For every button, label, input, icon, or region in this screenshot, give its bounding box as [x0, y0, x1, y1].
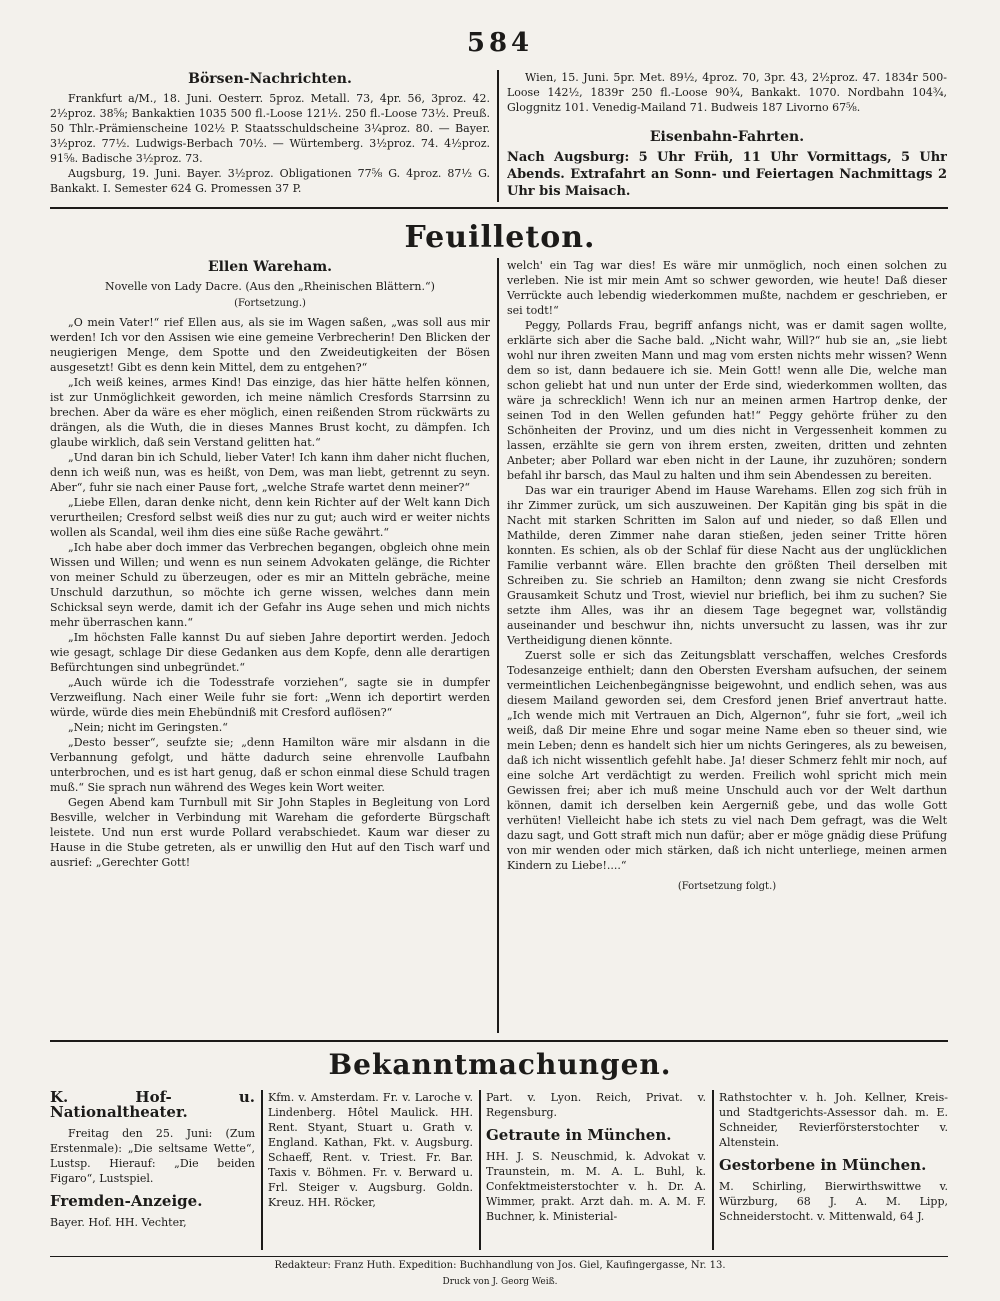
left-paragraph: „Auch würde ich die Todesstrafe vorziehen“, sagte sie in dumpfer Verzweiflung. Nach einer Weile fuhr sie fort: „Wenn ich deportirt werden würde, würde dies mein Ehebündniß mit Cresford auflösen?“: [50, 676, 490, 719]
eisenbahn-text: Nach Augsburg: 5 Uhr Früh, 11 Uhr Vormittags, 5 Uhr Abends. Extrafahrt an Sonn- und Feiertagen Nachmittags 2 Uhr bis Maisach.: [507, 150, 947, 199]
feuilleton-title: Feuilleton.: [404, 220, 596, 255]
left-paragraph: „Im höchsten Falle kannst Du auf sieben Jahre deportirt werden. Jedoch wie gesagt, schlage Dir diese Gedanken aus dem Kopfe, denn alle derartigen Befürchtungen sind unbegründet.“: [50, 631, 490, 674]
theater-text: Freitag den 25. Juni: (Zum Erstenmale): „Die seltsame Wette“, Lustsp. Hierauf: „Die beiden Figaro“, Lustspiel.: [50, 1127, 255, 1185]
gestorbene-text: M. Schirling, Bierwirthswittwe v. Würzburg, 68 J. A. M. Lipp, Schneiderstocht. v. Mittenwald, 64 J.: [719, 1180, 948, 1223]
bekannt-col-1: [50, 1090, 255, 1250]
feuilleton-left-column: [50, 258, 490, 1033]
wien-section: [507, 70, 947, 130]
boersen-title: Börsen-Nachrichten.: [188, 71, 352, 87]
right-paragraph: Das war ein trauriger Abend im Hause Warehams. Ellen zog sich früh in ihr Zimmer zurück, um sich auszuweinen. Der Kapitän ging bis spät in die Nacht mit starken Schritten im Salon auf und nieder, so daß Ellen und Mathilde, deren Zimmer nahe daran stießen, jeden seiner Tritte hören konnten. Es schien, als ob der Schlaf für diese Nacht aus der unglücklichen Familie verbannt wäre. Ellen brachte den größten Theil derselben mit Schreiben zu. Sie schrieb an Hamilton; denn zwang sie nicht Cresfords Grausamkeit Schutz und Trost, wieviel nur brieflich, bei ihm zu suchen? Sie setzte ihm Alles, was ihr an diesem Tage begegnet war, vollständig auseinander und beschwur ihn, nichts unversucht zu lassen, was ihr zur Vertheidigung dienen könnte.: [507, 484, 947, 647]
bekannt-divider-1: [261, 1090, 263, 1250]
fremden-heading: Fremden-Anzeige.: [50, 1192, 203, 1210]
left-paragraph: „Ich weiß keines, armes Kind! Das einzige, das hier hätte helfen können, ist zur Unmöglichkeit geworden, ich meine nämlich Cresfords Starrsinn zu brechen. Aber da wäre es eher möglich, einen reißenden Strom rückwärts zu drängen, als die Wuth, die in dieses Mannes Brust kocht, zu dämpfen. Ich glaube wirklich, daß sein Verstand gelitten hat.“: [50, 376, 490, 449]
feuilleton-right-column: [507, 258, 947, 1033]
right-paragraph: Zuerst solle er sich das Zeitungsblatt verschaffen, welches Cresfords Todesanzeige enthielt; dann den Obersten Eversham aufsuchen, der seinem vermeintlichen Leichenbegängnisse beigewohnt, und endlich sehen, was aus diesem Mailand geworden sei, dem Cresford jenen Brief anvertraut hatte. „Ich wende mich mit Vertrauen an Dich, Algernon“, fuhr sie fort, „weil ich weiß, daß Dir meine Ehre und sogar meine Name eben so theuer sind, wie mein Leben; denn es handelt sich hier um nichts Geringeres, als zu beweisen, daß ich nicht wissentlich gefehlt habe. Ja! dieser Schmerz fehlt mir noch, auf eine solche Art verdächtigt zu werden. Freilich wohl spricht mich mein Gewissen frei; aber ich muß meine Unschuld auch vor der Welt darthun können, damit ich derselben kein Aergerniß gebe, und das wolle Gott verhüten! Vielleicht habe ich stets zu viel nach Dem gefragt, was die Welt dazu sagt, und Gott straft mich nun dafür; aber er möge gnädig diese Prüfung von mir wenden oder mich stärken, daß ich nicht unterliege, meinen armen Kindern zu Liebe!....“: [507, 649, 947, 872]
eisenbahn-section: [507, 128, 947, 203]
left-paragraph: „Nein; nicht im Geringsten.“: [68, 721, 228, 734]
boersen-frankfurt: Frankfurt a/M., 18. Juni. Oesterr. 5proz. Metall. 73, 4pr. 56, 3proz. 42. 2½proz. 38⅝; Bankaktien 1035 500 fl.-Loose 121½. 250 fl.-Loose 73½. Preuß. 50 Thlr.-Prämienscheine 102½ P. Staatsschuldscheine 3¼proz. 80. — Bayer. 3½proz. 77½. Ludwigs-Berbach 70½. — Würtemberg. 3½proz. 74. 4½proz. 91⅝. Badische 3½proz. 73.: [50, 92, 490, 165]
eisenbahn-title: Eisenbahn-Fahrten.: [649, 129, 805, 145]
story-continued: (Fortsetzung.): [234, 298, 306, 309]
bekannt-divider-3: [712, 1090, 714, 1250]
bekannt-divider-2: [479, 1090, 481, 1250]
col2-text: Kfm. v. Amsterdam. Fr. v. Laroche v. Lindenberg. Hôtel Maulick. HH. Rent. Styant, Stuart u. Grath v. England. Kathan, Fkt. v. Augsburg. Schaeff, Rent. v. Triest. Fr. Bar. Taxis v. Böhmen. Fr. v. Berward u. Frl. Steiger v. Augsburg. Goldn. Kreuz. HH. Röcker,: [268, 1091, 473, 1209]
gestorbene-heading: Gestorbene in München.: [719, 1156, 927, 1174]
left-paragraph: Gegen Abend kam Turnbull mit Sir John Staples in Begleitung von Lord Besville, welcher in Verbindung mit Wareham die geforderte Bürgschaft leistete. Und nun erst wurde Pollard verabschiedet. Kaum war dieser zu Hause in die Stube getreten, als er unwillig den Hut auf den Tisch warf und ausrief: „Gerechter Gott!: [50, 796, 490, 869]
left-paragraph: „Desto besser“, seufzte sie; „denn Hamilton wäre mir alsdann in die Verbannung gefolgt, und hätte dadurch seine ehrenvolle Laufbahn unterbrochen, und es ist hart genug, daß er schon einmal diese Schuld tragen muß.“ Sie sprach nun während des Weges kein Wort weiter.: [50, 736, 490, 794]
page-number: 584: [466, 28, 534, 58]
footer-druck: Druck von J. Georg Weiß.: [442, 1277, 558, 1287]
bekannt-col-3: [486, 1090, 706, 1250]
end-note: (Fortsetzung folgt.): [677, 881, 777, 892]
right-paragraph: Peggy, Pollards Frau, begriff anfangs nicht, was er damit sagen wollte, erklärte sich aber die Sache bald. „Nicht wahr, Will?“ hub sie an, „sie liebt wohl nur ihren zweiten Mann und mag vom ersten nichts mehr wissen? Wenn dem so ist, dann bedauere ich sie. Mein Gott! wenn alle Die, welche man schon geliebt hat und nun unter der Erde sind, wiederkommen wollten, das wäre ja schrecklich! Wenn ich nur an meinen armen Hartrop denke, der seinen Tod in den Wellen gefunden hat!“ Peggy gehörte früher zu den Schönheiten der Provinz, und um dies nicht in Vergessenheit kommen zu lassen, erzählte sie gern von ihrem ersten, zweiten, dritten und zehnten Anbeter; aber Pollard war eben nicht in der Laune, ihr zuzuhören; sondern befahl ihr barsch, das Maul zu halten und ihm sein Abendessen zu bereiten.: [507, 319, 947, 482]
fremden-text: Bayer. Hof. HH. Vechter,: [50, 1216, 187, 1229]
footer-rule: [50, 1256, 948, 1257]
top-rule: [50, 207, 948, 209]
right-paragraph: welch' ein Tag war dies! Es wäre mir unmöglich, noch einen solchen zu verleben. Nie ist mir mein Amt so schwer geworden, wie heute! Daß dieser Verrückte auch lebendig wiederkommen mußte, nachdem er geschrieben, er sei todt!“: [507, 259, 947, 317]
top-divider: [497, 70, 499, 202]
getraute-heading: Getraute in München.: [486, 1126, 672, 1144]
feuilleton-divider: [497, 258, 499, 1033]
col4-text: Rathstochter v. h. Joh. Kellner, Kreis- und Stadtgerichts-Assessor dah. m. E. Schneider, Revierförsterstochter v. Altenstein.: [719, 1091, 948, 1149]
theater-heading: K. Hof- u. Nationaltheater.: [50, 1090, 255, 1121]
bekannt-title: Bekanntmachungen.: [328, 1048, 672, 1081]
bekannt-rule: [50, 1040, 948, 1042]
story-subtitle: Novelle von Lady Dacre. (Aus den „Rheinischen Blättern.“): [105, 280, 435, 293]
bekannt-col-2: [268, 1090, 473, 1250]
left-paragraph: „O mein Vater!“ rief Ellen aus, als sie im Wagen saßen, „was soll aus mir werden! Ich vor den Assisen wie eine gemeine Verbrecherin! Den Blicken der neugierigen Menge, dem Spotte und den Zweideutigkeiten der Bösen ausgesetzt! Gibt es denn kein Mittel, dem zu entgehen?“: [50, 316, 490, 374]
getraute-text: HH. J. S. Neuschmid, k. Advokat v. Traunstein, m. M. A. L. Buhl, k. Confektmeisterstochter v. h. Dr. A. Wimmer, prakt. Arzt dah. m. A. M. F. Buchner, k. Ministerial-: [486, 1150, 706, 1223]
bekannt-col-4: [719, 1090, 948, 1250]
story-title: Ellen Wareham.: [207, 259, 333, 275]
boersen-section: [50, 70, 490, 200]
footer-redakteur: Redakteur: Franz Huth. Expedition: Buchhandlung von Jos. Giel, Kaufingergasse, Nr. 13.: [274, 1260, 726, 1271]
left-paragraph: „Und daran bin ich Schuld, lieber Vater! Ich kann ihm daher nicht fluchen, denn ich weiß nun, was es heißt, von Dem, was man liebt, getrennt zu seyn. Aber“, fuhr sie nach einer Pause fort, „welche Strafe wartet denn meiner?“: [50, 451, 490, 494]
boersen-augsburg: Augsburg, 19. Juni. Bayer. 3½proz. Obligationen 77⅝ G. 4proz. 87½ G. Bankakt. I. Semester 624 G. Promessen 37 P.: [50, 167, 490, 195]
left-paragraph: „Ich habe aber doch immer das Verbrechen begangen, obgleich ohne mein Wissen und Willen; und wenn es nun seinem Advokaten gelänge, die Richter von meiner Schuld zu überzeugen, oder es mir an Mitteln gebräche, meine Unschuld darzuthun, so möchte ich gerne wissen, welches dann mein Schicksal seyn werde, damit ich der Gefahr ins Auge sehen und mich nichts mehr überraschen kann.“: [50, 541, 490, 629]
wien-text: Wien, 15. Juni. 5pr. Met. 89½, 4proz. 70, 3pr. 43, 2½proz. 47. 1834r 500-Loose 142½, 1839r 250 fl.-Loose 90¾, Bankakt. 1070. Nordbahn 104¾, Gloggnitz 101. Venedig-Mailand 71. Budweis 187 Livorno 67⅝.: [507, 71, 947, 114]
left-paragraph: „Liebe Ellen, daran denke nicht, denn kein Richter auf der Welt kann Dich verurtheilen; Cresford selbst weiß dies nur zu gut; auch wird er weiter nichts wollen als Scandal, weil ihm dies eine süße Rache gewährt.“: [50, 496, 490, 539]
col3-text: Part. v. Lyon. Reich, Privat. v. Regensburg.: [486, 1091, 706, 1119]
